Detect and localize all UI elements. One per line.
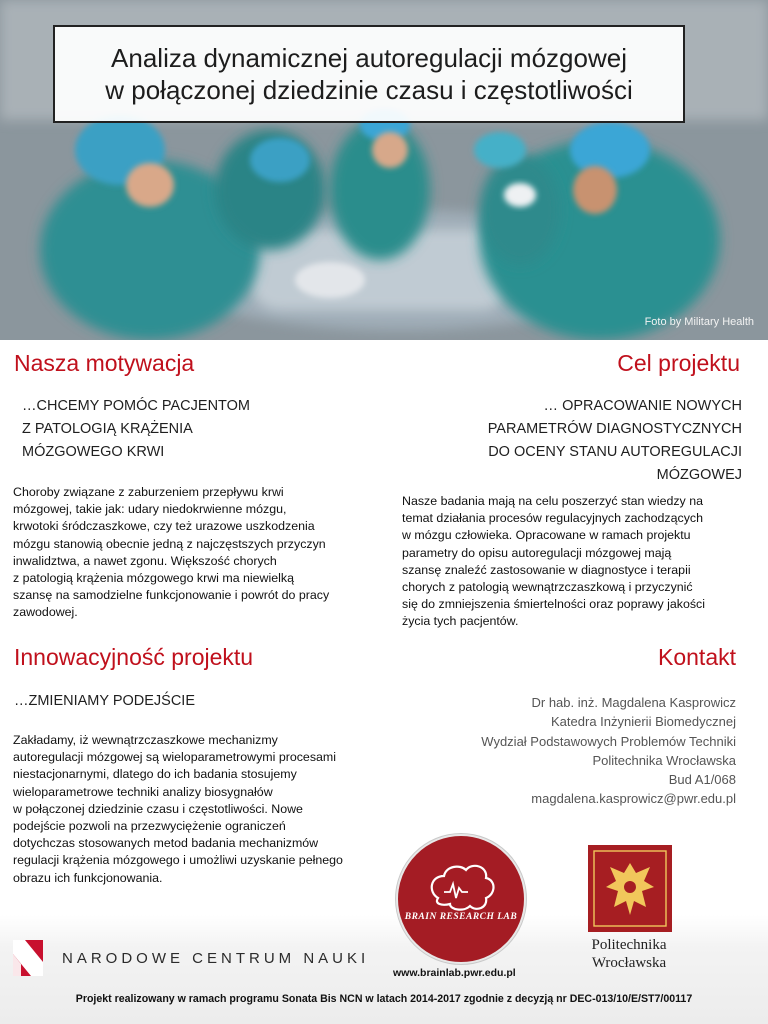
- body-line: w połączonej dziedzinie czasu i częstotliwości. Nowe: [13, 801, 303, 816]
- goal-tagline-line: DO OCENY STANU AUTOREGULACJI: [488, 444, 742, 460]
- contact-room: Bud A1/068: [668, 772, 736, 788]
- body-line: się do zmniejszenia śmiertelności oraz poprawy jakości: [402, 597, 706, 612]
- body-line: Zakładamy, iż wewnątrzczaszkowe mechanizmy: [13, 733, 278, 747]
- ncn-logo-icon: [13, 940, 43, 976]
- politechnika-name: [574, 936, 684, 972]
- goal-tagline-line: … OPRACOWANIE NOWYCH: [543, 398, 742, 414]
- body-line: niestacjonarnymi, dlatego do ich badania stosujemy: [13, 767, 297, 782]
- body-line: mózgu stanowią obecnie jedną z najczęstszych przyczyn: [13, 536, 326, 551]
- body-line: temat działania procesów regulacyjnych zachodzących: [402, 511, 703, 526]
- contact-department: Katedra Inżynierii Biomedycznej: [551, 714, 736, 730]
- contact-heading: Kontakt: [658, 644, 736, 670]
- motivation-tagline-line: …CHCEMY POMÓC PACJENTOM: [22, 398, 250, 414]
- contact-name: Dr hab. inż. Magdalena Kasprowicz: [531, 695, 736, 710]
- contact-email[interactable]: magdalena.kasprowicz@pwr.edu.pl: [531, 791, 736, 807]
- body-line: regulacji krążenia mózgowego i umożliwi uzyskanie pełnego: [13, 853, 343, 868]
- goal-tagline: [488, 395, 742, 487]
- innovation-tagline: …ZMIENIAMY PODEJŚCIE: [14, 693, 196, 709]
- hero-photo: [0, 0, 768, 340]
- lab-name: BRAIN RESEARCH LAB: [404, 912, 518, 922]
- ncn-name: NARODOWE CENTRUM NAUKI: [62, 950, 370, 967]
- photo-credit: Foto by Military Health: [644, 316, 754, 328]
- contact-faculty: Wydział Podstawowych Problemów Techniki: [481, 733, 736, 749]
- goal-heading: Cel projektu: [617, 350, 740, 376]
- body-line: autoregulacji mózgowej są wieloparametrowymi procesami: [13, 750, 336, 765]
- body-line: życia tych pacjentów.: [402, 614, 519, 629]
- body-line: w mózgu człowieka. Opracowane w ramach projektu: [402, 528, 691, 543]
- body-line: krwotoki śródczaszkowe, czy też urazowe uszkodzenia: [13, 519, 315, 534]
- politechnika-line-1: Politechnika: [591, 937, 667, 953]
- brain-research-lab-logo: [396, 834, 526, 964]
- body-line: szansę znaleźć zastosowanie w diagnostyce i terapii: [402, 562, 691, 577]
- motivation-tagline-line: Z PATOLOGIĄ KRĄŻENIA: [22, 421, 193, 437]
- goal-body: [402, 493, 762, 631]
- motivation-tagline-line: MÓZGOWEGO KRWI: [22, 444, 165, 460]
- poster-title-box: [53, 25, 685, 123]
- body-line: Choroby związane z zaburzeniem przepływu krwi: [13, 485, 284, 499]
- funding-note: Projekt realizowany w ramach programu Sonata Bis NCN w latach 2014-2017 zgodnie z decyzją nr DEC-013/10/E/ST7/00117: [75, 993, 693, 1005]
- body-line: obrazu ich funkcjonowania.: [13, 870, 163, 885]
- politechnika-eagle-crest-icon: [588, 845, 672, 932]
- poster-title-line-2: w połączonej dziedzinie czasu i częstotliwości: [105, 75, 633, 105]
- body-line: parametry do opisu autoregulacji mózgowej mają: [402, 545, 672, 560]
- motivation-tagline: [22, 395, 250, 464]
- goal-tagline-line: PARAMETRÓW DIAGNOSTYCZNYCH: [487, 421, 742, 437]
- lab-url-link[interactable]: www.brainlab.pwr.edu.pl: [393, 967, 516, 979]
- body-line: chorych z patologią wewnątrzczaszkową i przyczynić: [402, 580, 693, 595]
- body-line: zawodowej.: [13, 605, 78, 620]
- body-line: z patologią krążenia mózgowego krwi ma niewielką: [13, 571, 294, 586]
- goal-tagline-line: MÓZGOWEJ: [656, 467, 742, 483]
- body-line: mózgowej, takie jak: udary niedokrwienne mózgu,: [13, 502, 287, 517]
- body-line: inwalidztwa, a nawet zgonu. Większość chorych: [13, 553, 277, 568]
- politechnika-line-2: Wrocławska: [591, 955, 667, 971]
- body-line: Nasze badania mają na celu poszerzyć stan wiedzy na: [402, 494, 703, 508]
- body-line: szansę na samodzielne funkcjonowanie i powrót do pracy: [13, 588, 330, 603]
- contact-university: Politechnika Wrocławska: [592, 752, 736, 768]
- brain-icon: [398, 836, 524, 962]
- innovation-body: [13, 732, 393, 887]
- body-line: wieloparametrowe techniki analizy biosygnałów: [13, 784, 273, 799]
- body-line: podejście pozwoli na przezwyciężenie ograniczeń: [13, 819, 286, 834]
- contact-details: [481, 693, 736, 809]
- body-line: dotychczas stosowanych metod badania mechanizmów: [13, 836, 319, 851]
- poster-title-line-1: Analiza dynamicznej autoregulacji mózgowej: [111, 43, 627, 73]
- motivation-heading: Nasza motywacja: [14, 350, 195, 376]
- motivation-body: [13, 484, 383, 622]
- innovation-heading: Innowacyjność projektu: [14, 644, 254, 670]
